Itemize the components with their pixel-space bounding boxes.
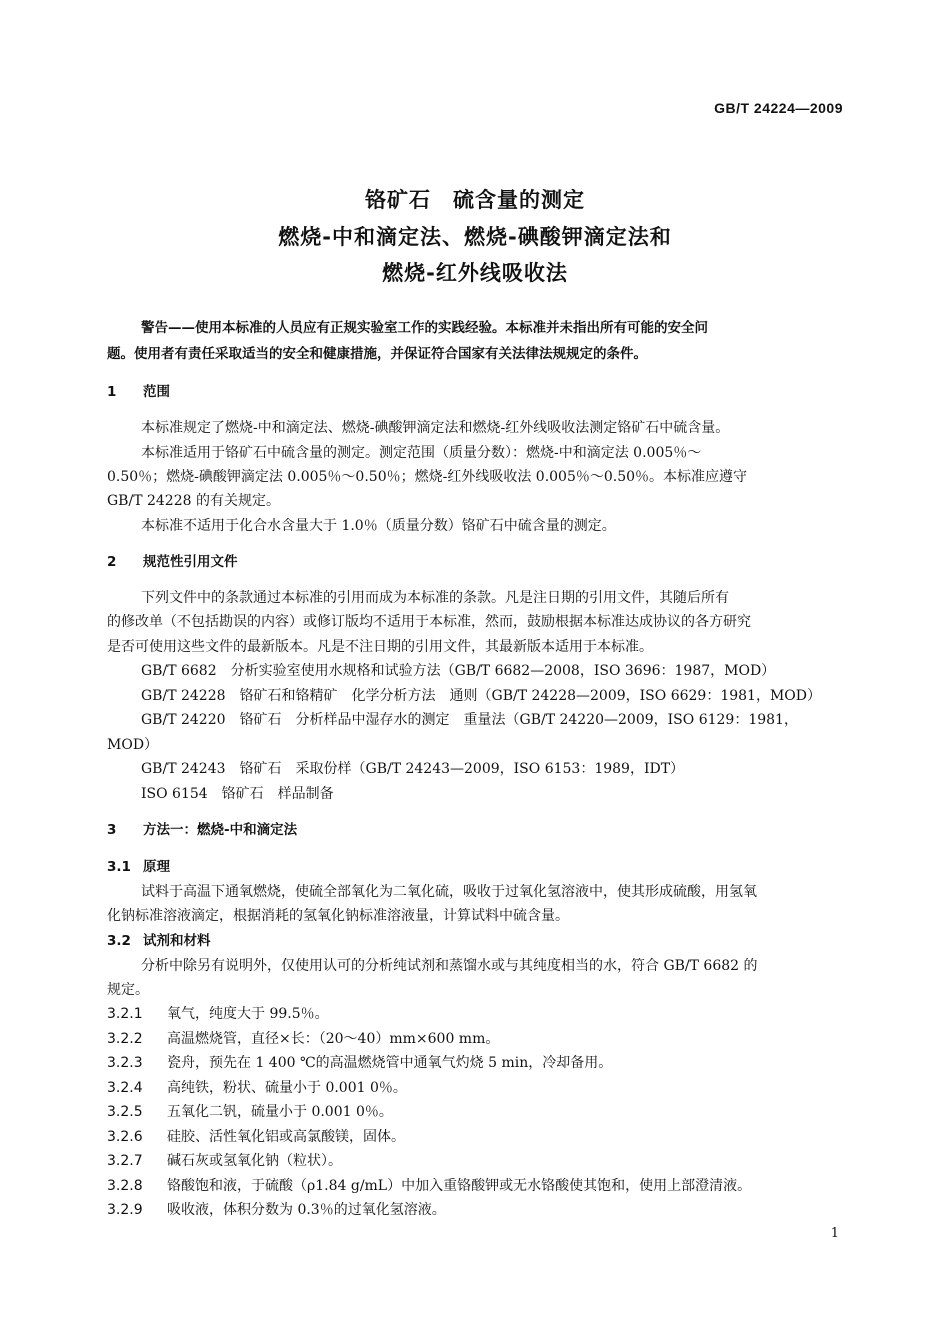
title-line-2: 燃烧-中和滴定法、燃烧-碘酸钾滴定法和 bbox=[278, 225, 672, 249]
paragraph-line: GB/T 24228 的有关规定。 bbox=[107, 493, 280, 509]
list-item bbox=[107, 1078, 843, 1098]
page-number: 1 bbox=[830, 1226, 839, 1241]
subsection-number: 3.1 bbox=[107, 859, 131, 875]
paragraph-line: 本标准规定了燃烧-中和滴定法、燃烧-碘酸钾滴定法和燃烧-红外线吸收法测定铬矿石中硫含量。 bbox=[141, 420, 730, 436]
item-number: 3.2.9 bbox=[107, 1202, 143, 1218]
item-number: 3.2.7 bbox=[107, 1153, 143, 1169]
item-text: 吸收液，体积分数为 0.3％的过氧化氢溶液。 bbox=[167, 1202, 446, 1218]
subsection-title: 试剂和材料 bbox=[143, 933, 211, 949]
item-text: 瓷舟，预先在 1 400 ℃的高温燃烧管中通氧气灼烧 5 min，冷却备用。 bbox=[167, 1055, 613, 1071]
document-code: GB/T 24224—2009 bbox=[714, 100, 843, 116]
item-text: 五氧化二钒，硫量小于 0.001 0％。 bbox=[167, 1104, 393, 1120]
item-text: 铬酸饱和液，于硫酸（ρ1.84 g/mL）中加入重铬酸钾或无水铬酸使其饱和，使用上部澄清液。 bbox=[167, 1178, 752, 1194]
item-text: 氧气，纯度大于 99.5％。 bbox=[167, 1006, 329, 1022]
item-number: 3.2.4 bbox=[107, 1080, 143, 1096]
item-text: 高纯铁，粉状、硫量小于 0.001 0％。 bbox=[167, 1080, 407, 1096]
section-3-heading bbox=[107, 820, 843, 840]
item-text: 碱石灰或氢氧化钠（粒状）。 bbox=[167, 1153, 342, 1169]
item-number: 3.2.8 bbox=[107, 1178, 143, 1194]
reference-item: GB/T 24228 铬矿石和铬精矿 化学分析方法 通则（GB/T 24228—2009，ISO 6629：1981，MOD） bbox=[141, 688, 821, 704]
warning-line-2: 题。使用者有责任采取适当的安全和健康措施，并保证符合国家有关法律法规规定的条件。 bbox=[107, 346, 647, 362]
paragraph-line: 分析中除另有说明外，仅使用认可的分析纯试剂和蒸馏水或与其纯度相当的水，符合 GB/T 6682 的 bbox=[141, 958, 758, 974]
reference-item: GB/T 24220 铬矿石 分析样品中湿存水的测定 重量法（GB/T 24220—2009，ISO 6129：1981， bbox=[141, 712, 798, 728]
section-title: 方法一：燃烧-中和滴定法 bbox=[143, 822, 298, 838]
section-1-heading bbox=[107, 382, 843, 402]
paragraph-line: 本标准适用于铬矿石中硫含量的测定。测定范围（质量分数）：燃烧-中和滴定法 0.005％～ bbox=[141, 445, 702, 461]
subsection-3-2-heading bbox=[107, 931, 843, 951]
section-title: 范围 bbox=[143, 384, 170, 400]
section-number: 2 bbox=[107, 554, 117, 570]
reference-item-continuation: MOD） bbox=[107, 737, 159, 753]
paragraph-line: 本标准不适用于化合水含量大于 1.0％（质量分数）铬矿石中硫含量的测定。 bbox=[141, 518, 616, 534]
warning-line-1: 警告——使用本标准的人员应有正规实验室工作的实践经验。本标准并未指出所有可能的安全问 bbox=[141, 320, 708, 336]
item-number: 3.2.2 bbox=[107, 1031, 143, 1047]
list-item bbox=[107, 1004, 843, 1024]
list-item bbox=[107, 1102, 843, 1122]
section-title: 规范性引用文件 bbox=[143, 554, 238, 570]
item-number: 3.2.3 bbox=[107, 1055, 143, 1071]
list-item bbox=[107, 1176, 843, 1196]
paragraph-line: 0.50％；燃烧-碘酸钾滴定法 0.005％～0.50％；燃烧-红外线吸收法 0.005％～0.50％。本标准应遵守 bbox=[107, 469, 748, 485]
section-2-heading bbox=[107, 552, 843, 572]
paragraph-line: 下列文件中的条款通过本标准的引用而成为本标准的条款。凡是注日期的引用文件，其随后所有 bbox=[141, 590, 729, 606]
list-item bbox=[107, 1200, 843, 1220]
list-item bbox=[107, 1053, 843, 1073]
section-number: 3 bbox=[107, 822, 117, 838]
paragraph-line: 是否可使用这些文件的最新版本。凡是不注日期的引用文件，其最新版本适用于本标准。 bbox=[107, 639, 653, 655]
item-number: 3.2.1 bbox=[107, 1006, 143, 1022]
reference-item: ISO 6154 铬矿石 样品制备 bbox=[141, 786, 334, 802]
paragraph-line: 试料于高温下通氧燃烧，使硫全部氧化为二氧化硫，吸收于过氧化氢溶液中，使其形成硫酸，用氢氧 bbox=[141, 884, 757, 900]
paragraph-line: 的修改单（不包括勘误的内容）或修订版均不适用于本标准，然而，鼓励根据本标准达成协议的各方研究 bbox=[107, 614, 751, 630]
subsection-number: 3.2 bbox=[107, 933, 131, 949]
title-line-3: 燃烧-红外线吸收法 bbox=[382, 261, 568, 285]
list-item bbox=[107, 1127, 843, 1147]
title-line-1: 铬矿石 硫含量的测定 bbox=[365, 188, 585, 212]
item-text: 高温燃烧管，直径×长：（20～40）mm×600 mm。 bbox=[167, 1031, 500, 1047]
item-text: 硅胶、活性氧化铝或高氯酸镁，固体。 bbox=[167, 1129, 405, 1145]
subsection-3-1-heading bbox=[107, 857, 843, 877]
list-item bbox=[107, 1151, 843, 1171]
reference-item: GB/T 6682 分析实验室使用水规格和试验方法（GB/T 6682—2008，ISO 3696：1987，MOD） bbox=[141, 663, 776, 679]
paragraph-line: 规定。 bbox=[107, 982, 149, 998]
paragraph-line: 化钠标准溶液滴定，根据消耗的氢氧化钠标准溶液量，计算试料中硫含量。 bbox=[107, 908, 569, 924]
item-number: 3.2.6 bbox=[107, 1129, 143, 1145]
item-number: 3.2.5 bbox=[107, 1104, 143, 1120]
subsection-title: 原理 bbox=[143, 859, 170, 875]
section-number: 1 bbox=[107, 384, 117, 400]
reference-item: GB/T 24243 铬矿石 采取份样（GB/T 24243—2009，ISO 6153：1989，IDT） bbox=[141, 761, 685, 777]
list-item bbox=[107, 1029, 843, 1049]
